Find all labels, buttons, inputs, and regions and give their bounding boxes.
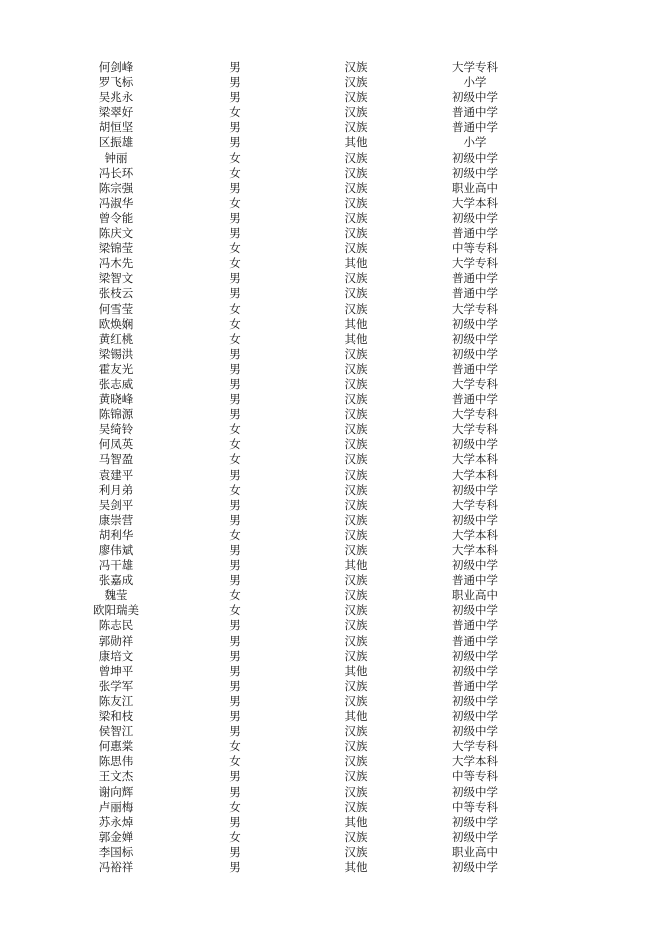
education-cell: 普通中学	[452, 286, 498, 301]
ethnicity-cell: 汉族	[344, 407, 368, 422]
education-cell: 初级中学	[452, 829, 498, 844]
education-cell: 普通中学	[452, 361, 498, 376]
sex-cell: 男	[229, 693, 241, 708]
name-cell: 梁和枝	[98, 709, 134, 724]
ethnicity-cell: 其他	[344, 859, 368, 874]
sex-cell: 男	[229, 180, 241, 195]
education-cell: 普通中学	[452, 226, 498, 241]
ethnicity-cell: 汉族	[344, 527, 368, 542]
table-row	[0, 317, 662, 332]
name-cell: 利月弟	[98, 482, 134, 497]
ethnicity-cell: 汉族	[344, 286, 368, 301]
name-cell: 何惠棠	[98, 739, 134, 754]
ethnicity-cell: 汉族	[344, 376, 368, 391]
name-cell: 曾坤平	[98, 663, 134, 678]
sex-cell: 女	[229, 754, 241, 769]
name-cell: 黄红桃	[98, 331, 134, 346]
ethnicity-cell: 汉族	[344, 180, 368, 195]
education-cell: 普通中学	[452, 618, 498, 633]
table-row	[0, 513, 662, 528]
table-row	[0, 120, 662, 135]
sex-cell: 女	[229, 105, 241, 120]
ethnicity-cell: 汉族	[344, 844, 368, 859]
table-row	[0, 543, 662, 558]
table-row	[0, 392, 662, 407]
sex-cell: 女	[229, 422, 241, 437]
ethnicity-cell: 其他	[344, 814, 368, 829]
ethnicity-cell: 汉族	[344, 195, 368, 210]
name-cell: 霍友光	[98, 361, 134, 376]
sex-cell: 男	[229, 663, 241, 678]
table-row	[0, 437, 662, 452]
sex-cell: 男	[229, 558, 241, 573]
sex-cell: 男	[229, 346, 241, 361]
ethnicity-cell: 汉族	[344, 543, 368, 557]
sex-cell: 女	[229, 829, 241, 844]
name-cell: 谢向辉	[98, 784, 134, 799]
ethnicity-cell: 汉族	[344, 693, 368, 708]
table-row	[0, 618, 662, 633]
table-row	[0, 468, 662, 483]
education-cell: 普通中学	[452, 392, 498, 407]
education-cell: 初级中学	[452, 859, 498, 874]
name-cell: 梁锦莹	[98, 241, 134, 256]
ethnicity-cell: 汉族	[344, 603, 368, 618]
table-row	[0, 256, 662, 271]
name-cell: 廖伟斌	[98, 543, 134, 557]
sex-cell: 男	[229, 678, 241, 693]
education-cell: 初级中学	[452, 331, 498, 346]
ethnicity-cell: 汉族	[344, 512, 368, 527]
education-cell: 大学专科	[452, 422, 498, 437]
sex-cell: 男	[229, 376, 241, 391]
sex-cell: 女	[229, 316, 241, 331]
sex-cell: 男	[229, 814, 241, 829]
table-row	[0, 800, 662, 815]
education-cell: 大学专科	[452, 376, 498, 391]
name-cell: 梁智文	[98, 271, 134, 286]
table-row	[0, 60, 662, 75]
ethnicity-cell: 汉族	[344, 633, 368, 648]
table-row	[0, 694, 662, 709]
table-row	[0, 528, 662, 543]
table-row	[0, 377, 662, 392]
education-cell: 初级中学	[452, 346, 498, 361]
table-row	[0, 785, 662, 800]
table-row	[0, 226, 662, 241]
sex-cell: 男	[229, 271, 241, 286]
name-cell: 陈志民	[98, 618, 134, 633]
ethnicity-cell: 汉族	[344, 573, 368, 588]
sex-cell: 男	[229, 573, 241, 588]
education-cell: 初级中学	[452, 648, 498, 663]
ethnicity-cell: 汉族	[344, 301, 368, 316]
sex-cell: 女	[229, 739, 241, 754]
sex-cell: 男	[229, 392, 241, 407]
name-cell: 苏永焯	[98, 814, 134, 829]
education-cell: 大学本科	[452, 195, 498, 210]
ethnicity-cell: 汉族	[344, 105, 368, 120]
education-cell: 普通中学	[452, 633, 498, 648]
name-cell: 陈友江	[98, 693, 134, 708]
table-row	[0, 498, 662, 513]
table-row	[0, 739, 662, 754]
education-cell: 普通中学	[452, 105, 498, 120]
table-row	[0, 452, 662, 467]
name-cell: 吴剑平	[98, 497, 134, 512]
name-cell: 冯长环	[98, 165, 134, 180]
name-cell: 马智盈	[98, 452, 134, 467]
ethnicity-cell: 汉族	[344, 452, 368, 467]
education-cell: 初级中学	[452, 482, 498, 497]
table-row	[0, 815, 662, 830]
name-cell: 魏莹	[104, 588, 128, 603]
sex-cell: 女	[229, 437, 241, 452]
table-row	[0, 196, 662, 211]
table-row	[0, 75, 662, 90]
name-cell: 欧阳瑞美	[93, 603, 139, 618]
name-cell: 张学军	[98, 678, 134, 693]
name-cell: 梁翠好	[98, 105, 134, 120]
name-cell: 胡恒坚	[98, 120, 134, 135]
name-cell: 陈庆文	[98, 226, 134, 241]
sex-cell: 男	[229, 467, 241, 482]
education-cell: 初级中学	[452, 693, 498, 708]
ethnicity-cell: 汉族	[344, 769, 368, 784]
sex-cell: 男	[229, 648, 241, 663]
table-row	[0, 151, 662, 166]
ethnicity-cell: 汉族	[344, 784, 368, 799]
education-cell: 初级中学	[452, 512, 498, 527]
education-cell: 初级中学	[452, 210, 498, 225]
ethnicity-cell: 汉族	[344, 75, 368, 90]
table-row	[0, 181, 662, 196]
education-cell: 中等专科	[452, 799, 498, 814]
sex-cell: 男	[229, 120, 241, 135]
ethnicity-cell: 汉族	[344, 799, 368, 814]
education-cell: 初级中学	[452, 603, 498, 618]
sex-cell: 女	[229, 588, 241, 603]
ethnicity-cell: 其他	[344, 256, 368, 271]
education-cell: 普通中学	[452, 120, 498, 135]
education-cell: 初级中学	[452, 165, 498, 180]
table-row	[0, 302, 662, 317]
name-cell: 康培文	[98, 648, 134, 663]
table-row	[0, 271, 662, 286]
name-cell: 张志威	[98, 376, 134, 391]
sex-cell: 男	[229, 75, 241, 90]
sex-cell: 男	[229, 286, 241, 301]
education-cell: 大学本科	[452, 452, 498, 467]
table-row	[0, 634, 662, 649]
name-cell: 吴兆永	[98, 90, 134, 105]
education-cell: 职业高中	[452, 588, 498, 603]
ethnicity-cell: 汉族	[344, 226, 368, 241]
name-cell: 陈宗强	[98, 180, 134, 195]
table-row	[0, 135, 662, 150]
table-row	[0, 332, 662, 347]
table-row	[0, 286, 662, 301]
sex-cell: 女	[229, 331, 241, 346]
ethnicity-cell: 汉族	[344, 648, 368, 663]
sex-cell: 男	[229, 724, 241, 739]
sex-cell: 男	[229, 226, 241, 241]
name-cell: 袁建平	[98, 467, 134, 482]
education-cell: 中等专科	[452, 241, 498, 256]
table-row	[0, 724, 662, 739]
table-row	[0, 754, 662, 769]
ethnicity-cell: 汉族	[344, 241, 368, 256]
sex-cell: 女	[229, 165, 241, 180]
table-row	[0, 241, 662, 256]
name-cell: 冯裕祥	[98, 859, 134, 874]
name-cell: 陈锦源	[98, 407, 134, 422]
name-cell: 冯木先	[98, 256, 134, 271]
name-cell: 欧焕娴	[98, 316, 134, 331]
ethnicity-cell: 汉族	[344, 361, 368, 376]
table-row	[0, 211, 662, 226]
name-cell: 冯干雄	[98, 558, 134, 573]
sex-cell: 女	[229, 799, 241, 814]
education-cell: 小学	[463, 135, 487, 150]
name-cell: 钟丽	[104, 150, 128, 165]
name-cell: 侯智江	[98, 724, 134, 739]
education-cell: 初级中学	[452, 437, 498, 452]
ethnicity-cell: 汉族	[344, 422, 368, 437]
sex-cell: 女	[229, 603, 241, 618]
name-cell: 郭勋祥	[98, 633, 134, 648]
sex-cell: 男	[229, 90, 241, 105]
name-cell: 胡利华	[98, 527, 134, 542]
education-cell: 大学专科	[452, 407, 498, 422]
education-cell: 大学本科	[452, 754, 498, 769]
table-row	[0, 603, 662, 618]
education-cell: 大学本科	[452, 527, 498, 542]
name-cell: 何剑峰	[98, 60, 134, 74]
table-row	[0, 362, 662, 377]
education-cell: 大学本科	[452, 543, 498, 557]
education-cell: 初级中学	[452, 316, 498, 331]
education-cell: 大学本科	[452, 467, 498, 482]
name-cell: 何雪莹	[98, 301, 134, 316]
sex-cell: 男	[229, 407, 241, 422]
sex-cell: 女	[229, 527, 241, 542]
ethnicity-cell: 其他	[344, 331, 368, 346]
education-cell: 大学专科	[452, 60, 498, 74]
ethnicity-cell: 其他	[344, 558, 368, 573]
table-row	[0, 769, 662, 784]
name-cell: 何凤英	[98, 437, 134, 452]
sex-cell: 男	[229, 769, 241, 784]
education-cell: 职业高中	[452, 180, 498, 195]
sex-cell: 女	[229, 195, 241, 210]
sex-cell: 男	[229, 784, 241, 799]
ethnicity-cell: 汉族	[344, 150, 368, 165]
ethnicity-cell: 汉族	[344, 467, 368, 482]
sex-cell: 男	[229, 709, 241, 724]
name-cell: 区振雄	[98, 135, 134, 150]
table-row	[0, 407, 662, 422]
ethnicity-cell: 其他	[344, 316, 368, 331]
education-cell: 大学专科	[452, 739, 498, 754]
education-cell: 初级中学	[452, 90, 498, 105]
sex-cell: 女	[229, 482, 241, 497]
sex-cell: 男	[229, 844, 241, 859]
education-cell: 中等专科	[452, 769, 498, 784]
sex-cell: 女	[229, 150, 241, 165]
sex-cell: 女	[229, 452, 241, 467]
table-row	[0, 679, 662, 694]
sex-cell: 男	[229, 633, 241, 648]
education-cell: 初级中学	[452, 150, 498, 165]
name-cell: 张嘉成	[98, 573, 134, 588]
sex-cell: 男	[229, 543, 241, 557]
ethnicity-cell: 汉族	[344, 618, 368, 633]
table-row	[0, 845, 662, 860]
ethnicity-cell: 汉族	[344, 754, 368, 769]
sex-cell: 男	[229, 618, 241, 633]
name-cell: 陈思伟	[98, 754, 134, 769]
table-row	[0, 558, 662, 573]
sex-cell: 男	[229, 361, 241, 376]
education-cell: 普通中学	[452, 678, 498, 693]
ethnicity-cell: 汉族	[344, 392, 368, 407]
education-cell: 初级中学	[452, 784, 498, 799]
ethnicity-cell: 汉族	[344, 739, 368, 754]
ethnicity-cell: 汉族	[344, 165, 368, 180]
sex-cell: 女	[229, 301, 241, 316]
ethnicity-cell: 汉族	[344, 346, 368, 361]
name-cell: 黄晓峰	[98, 392, 134, 407]
table-row	[0, 664, 662, 679]
table-row	[0, 105, 662, 120]
education-cell: 小学	[463, 75, 487, 90]
name-cell: 曾令能	[98, 210, 134, 225]
ethnicity-cell: 其他	[344, 663, 368, 678]
ethnicity-cell: 汉族	[344, 724, 368, 739]
table-row	[0, 347, 662, 362]
name-cell: 吴绮铃	[98, 422, 134, 437]
sex-cell: 男	[229, 210, 241, 225]
education-cell: 普通中学	[452, 573, 498, 588]
ethnicity-cell: 汉族	[344, 90, 368, 105]
ethnicity-cell: 其他	[344, 709, 368, 724]
ethnicity-cell: 汉族	[344, 271, 368, 286]
education-cell: 大学专科	[452, 256, 498, 271]
ethnicity-cell: 汉族	[344, 829, 368, 844]
ethnicity-cell: 汉族	[344, 437, 368, 452]
education-cell: 大学专科	[452, 497, 498, 512]
name-cell: 罗飞标	[98, 75, 134, 90]
education-cell: 初级中学	[452, 724, 498, 739]
ethnicity-cell: 汉族	[344, 497, 368, 512]
table-row	[0, 860, 662, 875]
table-row	[0, 166, 662, 181]
name-cell: 王文杰	[98, 769, 134, 784]
table-row	[0, 483, 662, 498]
sex-cell: 男	[229, 135, 241, 150]
name-cell: 梁锡洪	[98, 346, 134, 361]
ethnicity-cell: 汉族	[344, 588, 368, 603]
name-cell: 郭金婵	[98, 829, 134, 844]
name-cell: 卢丽梅	[98, 799, 134, 814]
sex-cell: 女	[229, 256, 241, 271]
name-cell: 李国标	[98, 844, 134, 859]
table-row	[0, 709, 662, 724]
table-row	[0, 90, 662, 105]
ethnicity-cell: 汉族	[344, 120, 368, 135]
table-row	[0, 422, 662, 437]
education-cell: 职业高中	[452, 844, 498, 859]
education-cell: 普通中学	[452, 271, 498, 286]
education-cell: 初级中学	[452, 814, 498, 829]
table-row	[0, 588, 662, 603]
name-cell: 张枝云	[98, 286, 134, 301]
education-cell: 初级中学	[452, 709, 498, 724]
sex-cell: 男	[229, 497, 241, 512]
table-row	[0, 830, 662, 845]
education-cell: 初级中学	[452, 558, 498, 573]
table-row	[0, 573, 662, 588]
ethnicity-cell: 汉族	[344, 210, 368, 225]
table-row	[0, 649, 662, 664]
name-cell: 康崇营	[98, 512, 134, 527]
education-cell: 初级中学	[452, 663, 498, 678]
sex-cell: 男	[229, 512, 241, 527]
education-cell: 大学专科	[452, 301, 498, 316]
name-cell: 冯淑华	[98, 195, 134, 210]
roster-table	[0, 60, 662, 875]
ethnicity-cell: 汉族	[344, 678, 368, 693]
ethnicity-cell: 其他	[344, 135, 368, 150]
sex-cell: 女	[229, 241, 241, 256]
ethnicity-cell: 汉族	[344, 60, 368, 74]
sex-cell: 男	[229, 859, 241, 874]
ethnicity-cell: 汉族	[344, 482, 368, 497]
sex-cell: 男	[229, 60, 241, 74]
